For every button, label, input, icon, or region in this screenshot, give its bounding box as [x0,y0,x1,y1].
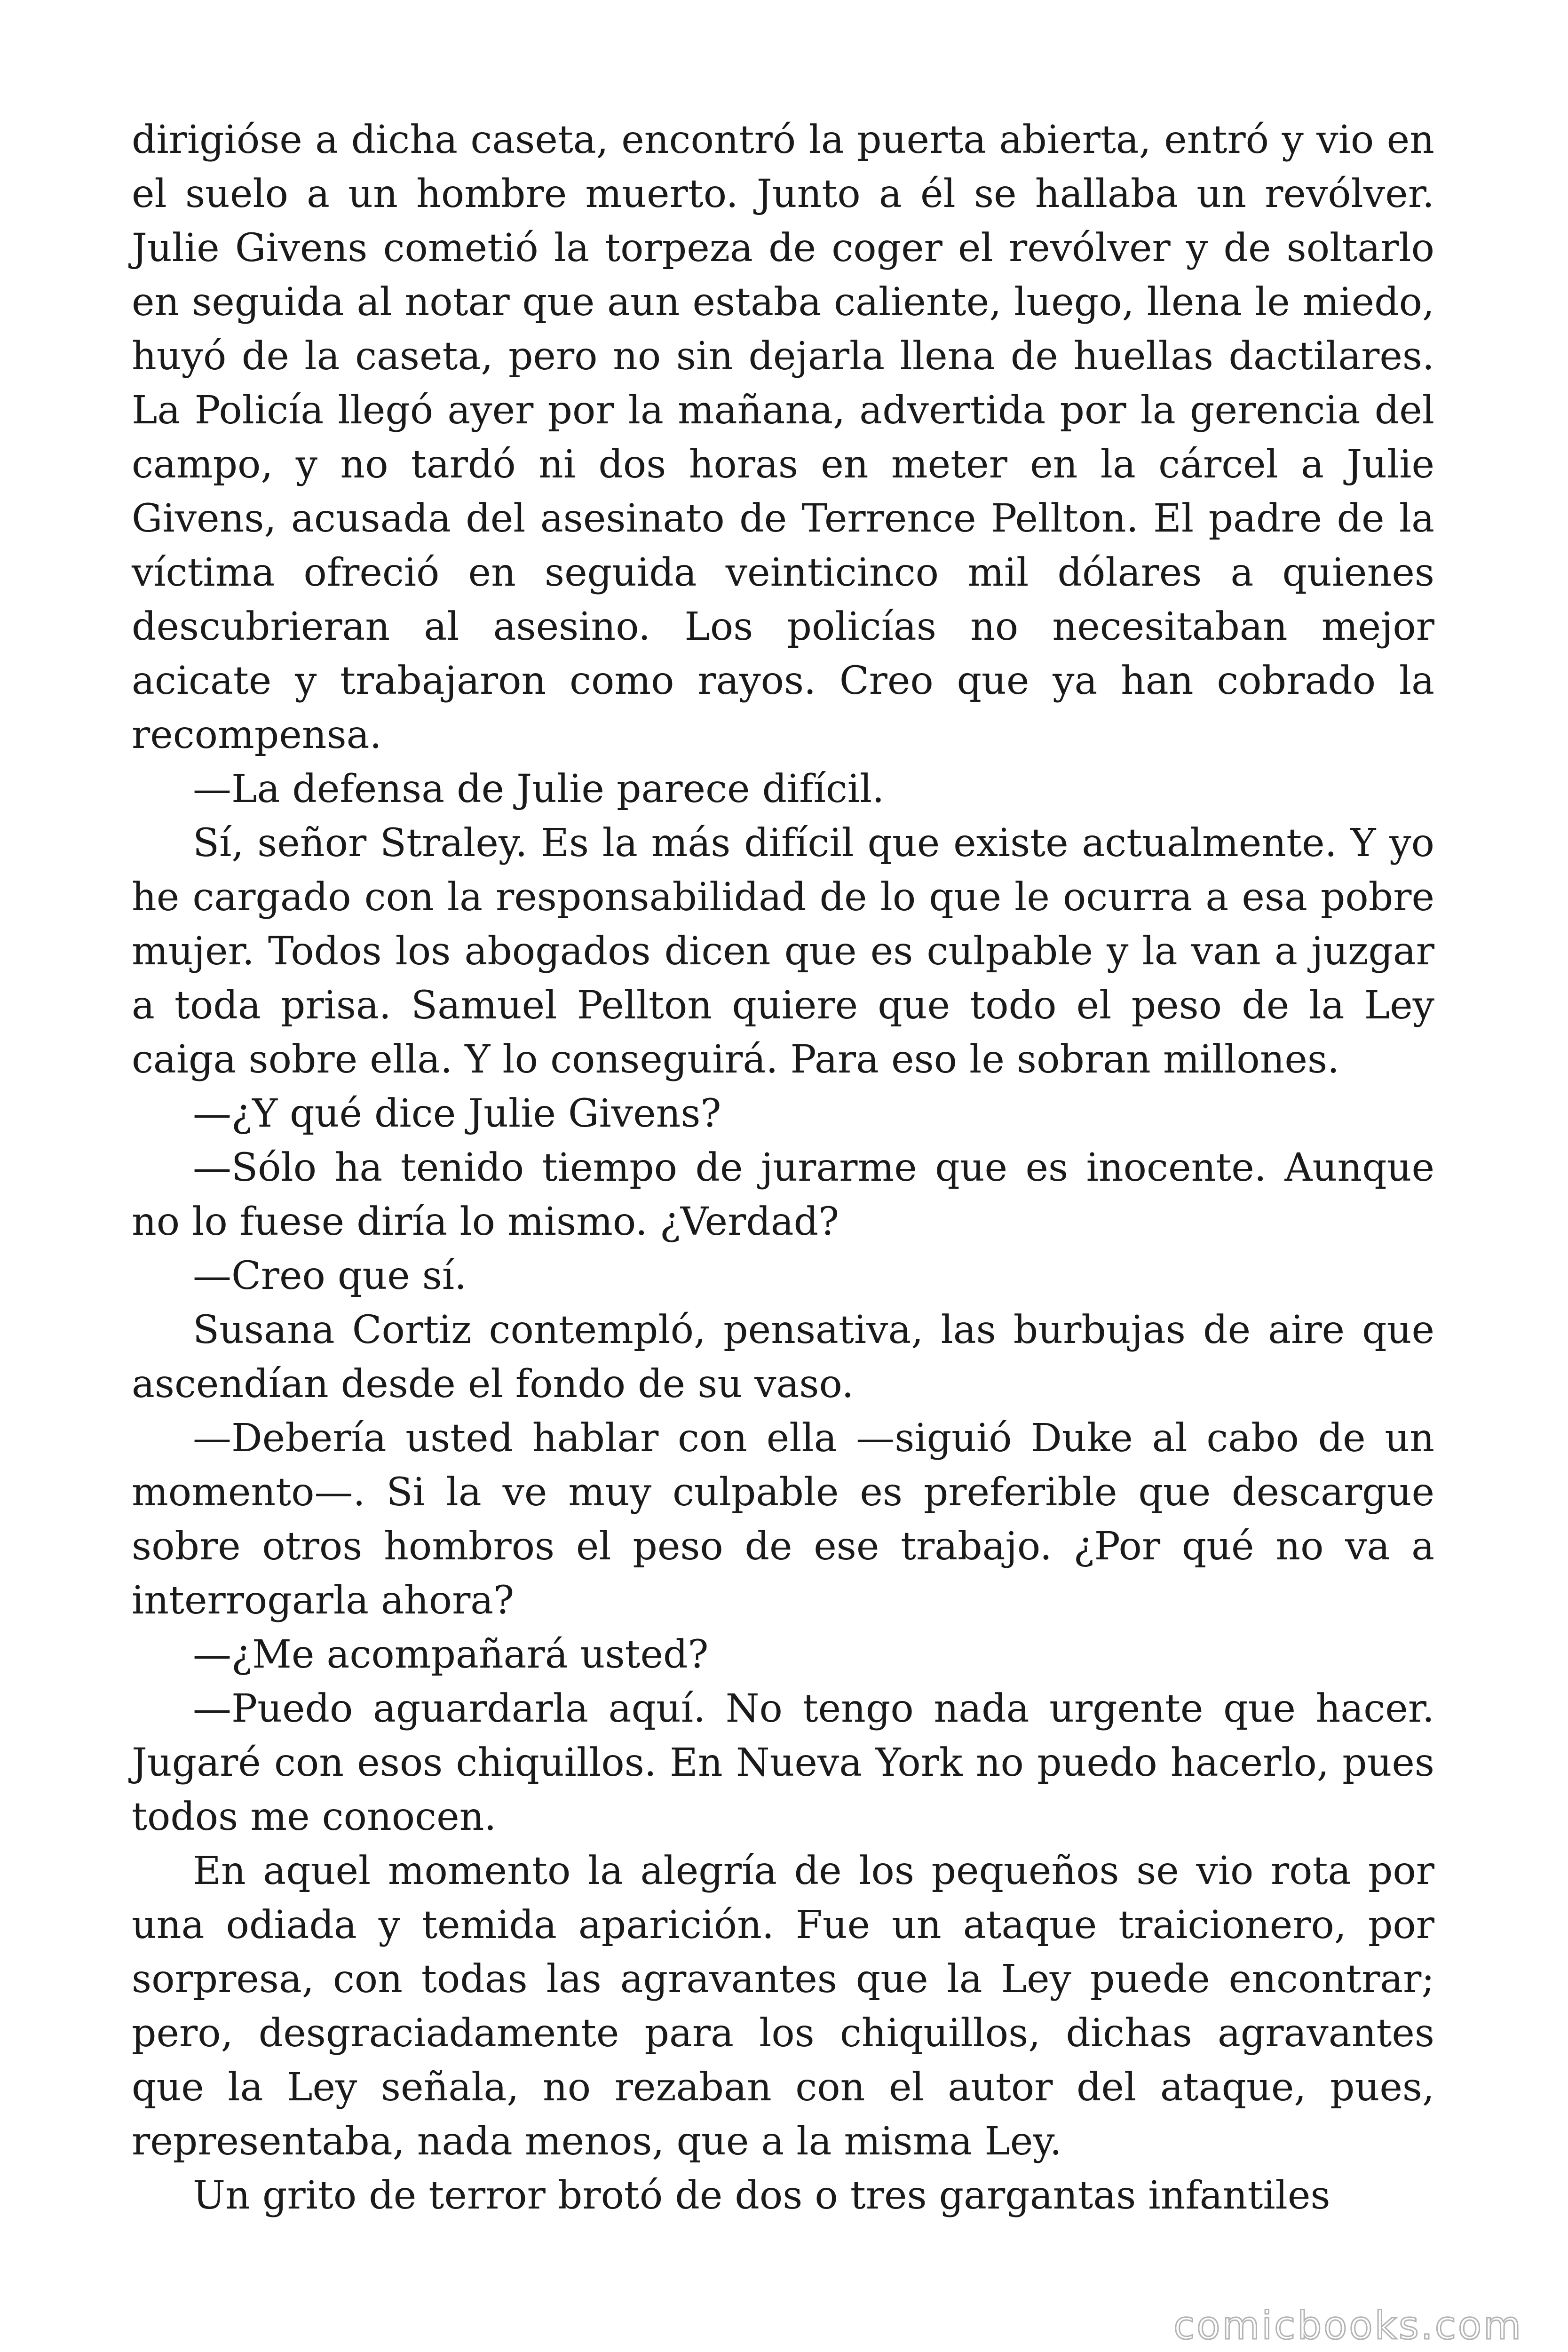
paragraph-dialogue: —Puedo aguardarla aquí. No tengo nada urgente que hacer. Jugaré con esos chiquillos. En Nueva York no puedo hacerlo, pues todos me conocen. [132,1686,1434,1839]
paragraph-dialogue: —Sólo ha tenido tiempo de jurarme que es inocente. Aunque no lo fuese diría lo mismo. ¿Verdad? [132,1145,1434,1244]
paragraph-dialogue: —Creo que sí. [193,1254,467,1298]
paragraph-dialogue: —La defensa de Julie parece difícil. [193,767,885,811]
paragraph: En aquel momento la alegría de los pequeños se vio rota por una odiada y temida aparición. Fue un ataque traicionero, por sorpresa, con todas las agravantes que la Ley puede encontrar; pero, desgraciadamente para los chiquillos, dichas agravantes que la Ley señala, no rezaban con el autor del ataque, pues, representaba, nada menos, que a la misma Ley. [132,1849,1434,2164]
paragraph: Susana Cortiz contempló, pensativa, las burbujas de aire que ascendían desde el fondo de su vaso. [132,1308,1434,1406]
paragraph: Sí, señor Straley. Es la más difícil que existe actualmente. Y yo he cargado con la responsabilidad de lo que le ocurra a esa pobre mujer. Todos los abogados dicen que es culpable y la van a juzgar a toda prisa. Samuel Pellton quiere que todo el peso de la Ley caiga sobre ella. Y lo conseguirá. Para eso le sobran millones. [132,821,1434,1082]
page-body [132,113,1434,2223]
paragraph-dialogue: —¿Y qué dice Julie Givens? [193,1091,721,1136]
paragraph-dialogue: —¿Me acompañará usted? [193,1632,709,1677]
paragraph-dialogue: —Debería usted hablar con ella —siguió Duke al cabo de un momento—. Si la ve muy culpable es preferible que descargue sobre otros hombros el peso de ese trabajo. ¿Por qué no va a interrogarla ahora? [132,1416,1434,1623]
paragraph-continuation: dirigióse a dicha caseta, encontró la puerta abierta, entró y vio en el suelo a un hombre muerto. Junto a él se hallaba un revólver. Julie Givens cometió la torpeza de coger el revólver y de soltarlo en seguida al notar que aun estaba caliente, luego, llena le miedo, huyó de la caseta, pero no sin dejarla llena de huellas dactilares. La Policía llegó ayer por la mañana, advertida por la gerencia del campo, y no tardó ni dos horas en meter en la cárcel a Julie Givens, acusada del asesinato de Terrence Pellton. El padre de la víctima ofreció en seguida veinticinco mil dólares a quienes descubrieran al asesino. Los policías no necesitaban mejor acicate y trabajaron como rayos. Creo que ya han cobrado la recompensa. [132,118,1434,757]
paragraph-final: Un grito de terror brotó de dos o tres gargantas infantiles [193,2173,1330,2218]
watermark: comicbooks.com [1173,2304,1523,2348]
